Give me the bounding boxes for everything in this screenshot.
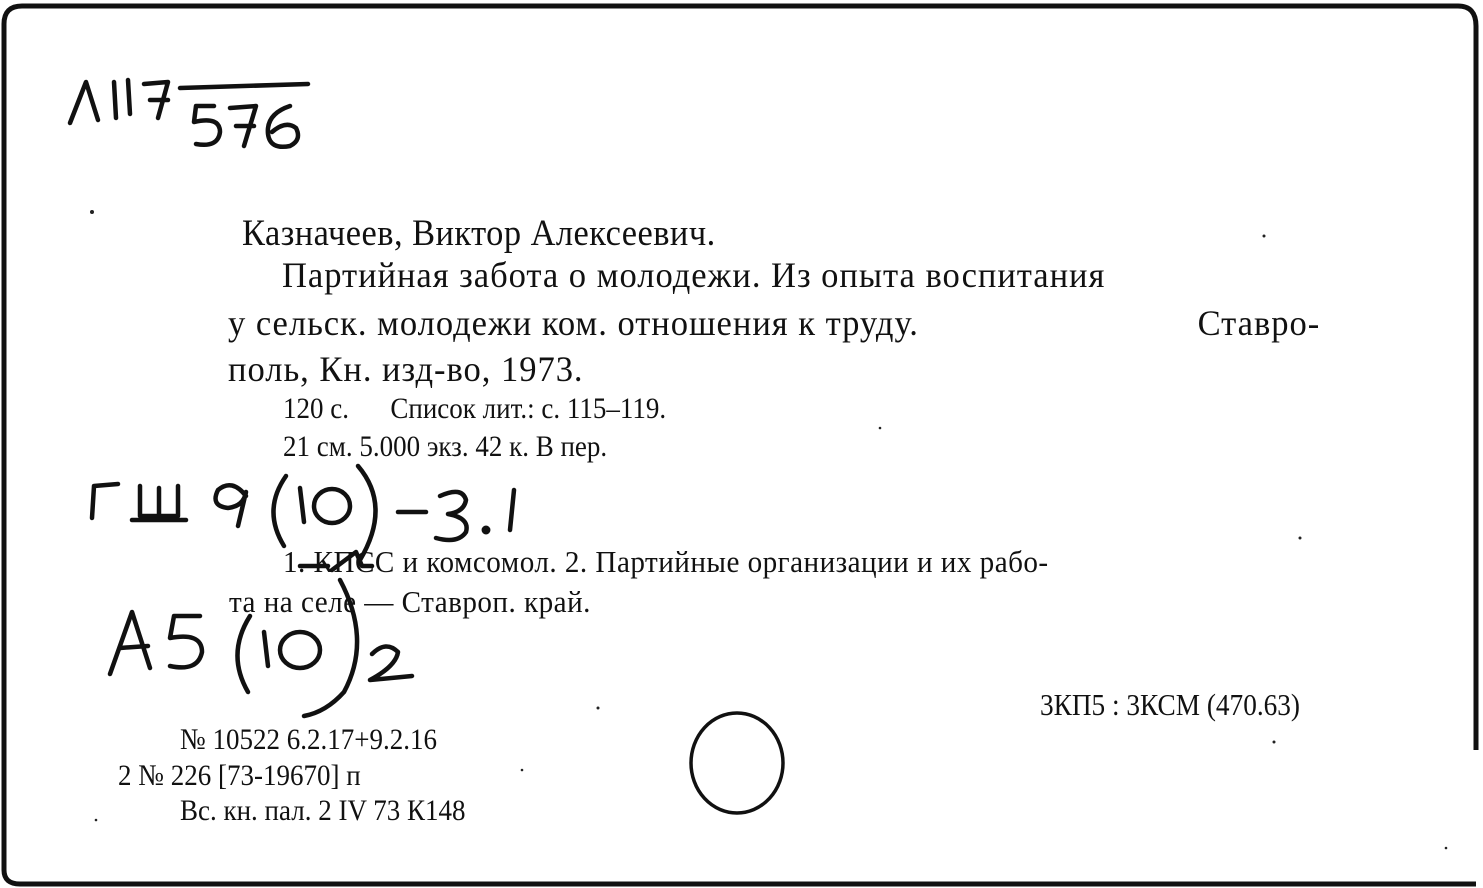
- title-line-2-right: Ставро-: [1197, 303, 1321, 343]
- title-line-1: Партийная забота о молодежи. Из опыта воспитания: [282, 255, 1106, 295]
- subjects-line-1: 1. КПСС и комсомол. 2. Партийные организации и их рабо-: [283, 544, 1049, 579]
- subjects-line-2: та на селе — Ставроп. край.: [229, 584, 591, 619]
- imprint-line-1: № 10522 6.2.17+9.2.16: [180, 723, 437, 756]
- title-line-2: [228, 302, 1321, 344]
- imprint-line-2: 2 № 226 [73-19670] п: [118, 759, 361, 792]
- collation-bibliography: Список лит.: с. 115–119.: [390, 392, 667, 425]
- collation-line-1: [283, 392, 666, 426]
- title-line-2-left: у сельск. молодежи ком. отношения к труду.: [228, 303, 919, 343]
- imprint-line-3: Вс. кн. пал. 2 IV 73 К148: [180, 794, 466, 827]
- author-heading: Казначеев, Виктор Алексеевич.: [242, 213, 716, 254]
- collation-pages: 120 с.: [283, 392, 349, 425]
- collation-line-2: 21 см. 5.000 экз. 42 к. В пер.: [283, 430, 608, 463]
- title-line-3: поль, Кн. изд-во, 1973.: [228, 349, 584, 389]
- classification-code: 3КП5 : 3КСМ (470.63): [1040, 687, 1301, 722]
